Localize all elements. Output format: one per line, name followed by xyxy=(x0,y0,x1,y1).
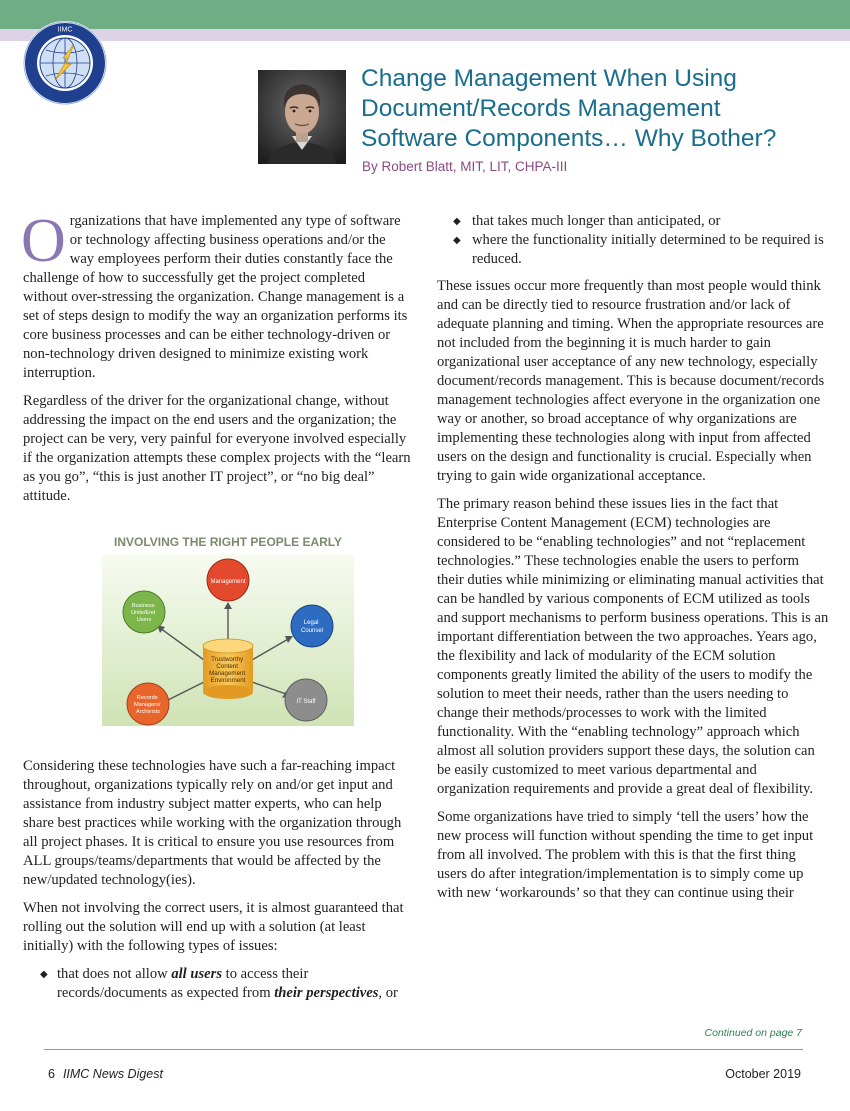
iimc-seal-logo xyxy=(22,20,108,106)
article-title: Change Management When Using Document/Records Management Software Components… Why Bother? xyxy=(361,65,777,152)
paragraph-regardless: Regardless of the driver for the organizational change, without addressing the impact on the end users and the organization; the project can be very, very painful for everyone involved especially if the organization attempts these complex projects with the “learn as you go”, “this is just another IT project”, or “no big deal” attitude. xyxy=(23,393,411,504)
right-column xyxy=(437,212,829,912)
footer-left xyxy=(48,1067,163,1081)
bullet3-text: where the functionality initially determined to be required is reduced. xyxy=(472,232,824,267)
author-photo xyxy=(258,70,346,164)
bullet-icon: ◆ xyxy=(453,235,461,246)
list-item xyxy=(437,212,829,231)
bullet1-emphasis-perspectives: their perspectives xyxy=(274,985,379,1001)
diagram-title: INVOLVING THE RIGHT PEOPLE EARLY xyxy=(113,535,343,549)
it-staff-label: IT Staff xyxy=(296,699,316,705)
bullet-icon: ◆ xyxy=(453,216,461,227)
bullet1-part-e: , or xyxy=(378,985,398,1001)
center-label-3: Management xyxy=(209,670,246,677)
svg-text:Trustworthy Content Ma xyxy=(209,656,247,684)
header-band xyxy=(0,0,850,29)
left-column-top xyxy=(21,207,413,515)
records-label-2: Managers/ xyxy=(134,702,161,708)
svg-text:Records Managers/ Arch xyxy=(134,695,162,715)
drop-cap: O xyxy=(21,207,66,275)
paragraph-considering: Considering these technologies have such a far-reaching impact throughout, organizations typically rely on and/or get input and assistance from industry subject matter experts, who can help share best practices while working with the organization through all project phases. It is critical to ensure you use resources from ALL groups/teams/departments that would be affected by the new/updated technology(ies). xyxy=(23,758,402,888)
continued-link[interactable]: Continued on page 7 xyxy=(704,1027,802,1039)
legal-label-1: Legal xyxy=(303,620,319,626)
paragraph-primary-reason: The primary reason behind these issues lies in the fact that Enterprise Content Management (ECM) technologies are considered to be “enabling technologies” and not “replacement technologies.” These technologies enable the users to perform their duties while minimizing or eliminating manual activities that can be handled by various components of ECM utilized as tools and support mechanisms to perform business operations. This is an important differentiation between the two approaches. Years ago, the flexibility and lack of modularity of the ECM solution components greatly limited the ability of the users to modify the solution to meet their needs, rather than the users needing to change their methods/processes to work with the limited functionality. With the “enabling technology” approach which almost all solution providers support these days, the solution can be easily customized to meet various departmental and organization requirements and provide a great deal of flexibility. xyxy=(437,496,829,797)
bullet2-text: that takes much longer than anticipated, or xyxy=(472,213,721,229)
center-label-4: Environment xyxy=(210,677,246,684)
publication-name: IIMC News Digest xyxy=(62,1067,163,1081)
bullet1-part-a: that does not allow xyxy=(57,966,172,982)
issues-list xyxy=(23,965,413,1003)
header-stripe xyxy=(0,26,850,41)
left-column-bottom xyxy=(23,757,413,1011)
records-label-3: Archivists xyxy=(136,709,160,715)
footer-divider xyxy=(44,1049,803,1050)
business-label-3: Users xyxy=(136,617,152,623)
stakeholder-diagram xyxy=(100,532,356,727)
bullet1-part-c: to access their records/documents as expected from xyxy=(57,966,309,1001)
records-label-1: Records xyxy=(136,695,158,701)
issues-list-continued xyxy=(437,212,829,269)
intro-paragraph-text: rganizations that have implemented any type of software or technology affecting business operations and/or the way employees perform their duties constantly face the challenge of how to successfully get the project completed without over-stressing the organization. Change management is a set of steps design to modify the way an organization performs its core business processes and can be either technology-driven or non-technology driven designed to minimize existing work interruption. xyxy=(23,213,408,381)
bullet-icon: ◆ xyxy=(40,969,48,980)
page-number: 6 xyxy=(48,1067,55,1081)
legal-circle xyxy=(291,605,333,647)
issue-date: October 2019 xyxy=(725,1067,801,1081)
list-item xyxy=(23,965,413,1003)
paragraph-some-organizations: Some organizations have tried to simply ‘tell the users’ how the new process will function without spending the time to get input from all involved. The problem with this is that the first thing users do after integration/implementation is to simply come up with new ‘workarounds’ so that they can continue using their xyxy=(437,809,814,901)
seal-ring-text: IIMC xyxy=(57,26,73,34)
bullet1-emphasis-all-users: all users xyxy=(171,966,222,982)
business-label-1: Business xyxy=(131,603,155,609)
list-item xyxy=(437,231,829,269)
paragraph-issues-occur: These issues occur more frequently than most people would think and can be directly tied to resource frustration and/or lack of adequate planning and timing. When the appropriate resources are not included from the beginning it is much harder to gain organizational user acceptance of any new technology, especially document/records management. This is because document/records management technologies affect everyone in the organization one way or another, so broad acceptance of why organizations are implementing these technologies along with input from affected users on the design and functionality is crucial. Especially when trying to gain wide organizational acceptance. xyxy=(437,278,825,484)
legal-label-2: Counsel xyxy=(300,628,324,634)
business-label-2: Units/End xyxy=(131,610,156,616)
article-byline: By Robert Blatt, MIT, LIT, CHPA-III xyxy=(362,159,568,174)
center-label-2: Content xyxy=(216,663,238,670)
center-label-1: Trustworthy xyxy=(211,656,244,663)
intro-paragraph xyxy=(21,207,413,383)
paragraph-not-involving: When not involving the correct users, it is almost guaranteed that rolling out the solution will end up with a solution (at least initially) with the following types of issues: xyxy=(23,900,404,954)
management-label: Management xyxy=(210,579,246,585)
